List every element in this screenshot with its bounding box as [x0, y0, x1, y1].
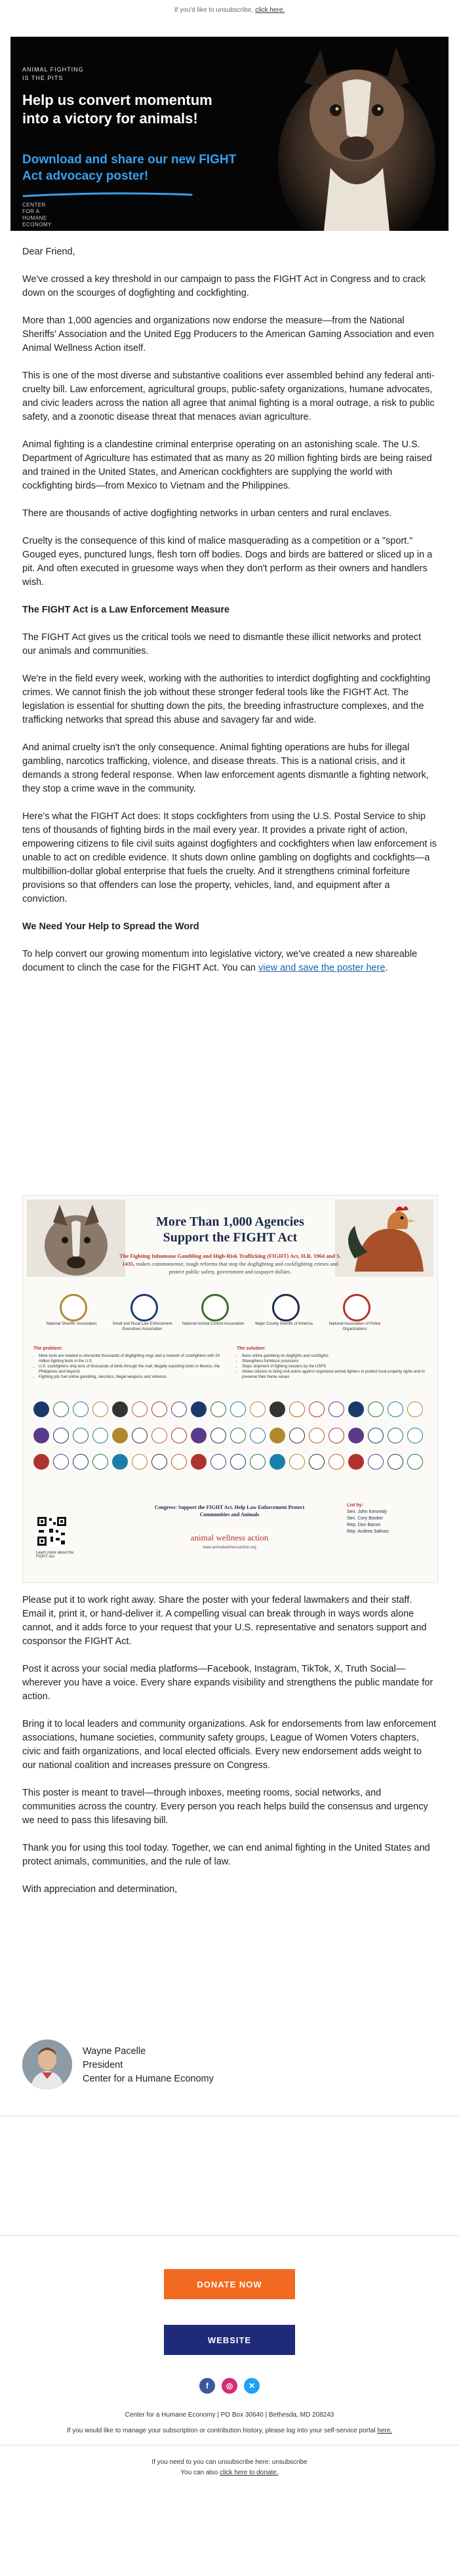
endorser-seal-icon [60, 1294, 87, 1321]
endorser-seal-label: National Sheriffs' Association [46, 1322, 97, 1326]
preheader [0, 0, 459, 20]
footer-manage [0, 2426, 459, 2436]
signer-name: Wayne Pacelle [83, 2046, 146, 2057]
paragraph: Post it across your social media platforms—Facebook, Instagram, TikTok, X, Truth Social—wherever you have a voice. Every share expands visibility and strengthens the public mandate for action. [22, 1664, 433, 1702]
endorser-logo-icon [368, 1454, 384, 1470]
endorser-logo-icon [289, 1428, 305, 1443]
endorser-logo-icon [407, 1428, 423, 1443]
hero-kicker: ANIMAL FIGHTING IS THE PITS [22, 66, 84, 81]
endorser-logo-icon [92, 1454, 108, 1470]
paragraph: Animal fighting is a clandestine criminal enterprise operating on an astonishing scale. The U.S. Department of Agriculture has estimated that as many as 20 million fighting birds are being raised and trained in the United States, and American cockfighters are supplying the world with cockfighting birds—from Mexico to Vietnam and the Philippines. [22, 439, 432, 491]
endorser-logo-icon [407, 1454, 423, 1470]
endorser-logo-icon [388, 1401, 403, 1417]
poster-congress-call: Congress: Support the FIGHT Act. Help Law Enforcement Protect Communities and Animals [154, 1504, 305, 1518]
endorser-logo-icon [230, 1454, 246, 1470]
paragraph: Here's what the FIGHT Act does: It stops cockfighters from using the U.S. Postal Service to ship tens of thousands of fighting birds in the mail every year. It provides a private right of action, empowering citizens to file civil suits against dogfighters and cockfighters when law enforcement is unable to act on credible evidence. It shuts down online gambling on dogfights and cockfights—a multibillion-dollar global enterprise that fuels the cruelty. And it strengthens criminal forfeiture provisions so that offenders can lose the property, vehicles, land, and equipment after a conviction. [22, 811, 437, 904]
poster-url: www.animalwellnessaction.org [203, 1546, 256, 1550]
problem-title: The problem: [33, 1346, 63, 1351]
problem-item: • Fighting pits fuel online gambling, narcotics, illegal weapons and violence. [39, 1375, 224, 1380]
website-button[interactable]: WEBSITE [164, 2325, 295, 2355]
endorser-logo-icon [368, 1401, 384, 1417]
preheader-link[interactable]: click here. [255, 6, 285, 14]
endorser-logo-icon [210, 1454, 226, 1470]
endorser-logo-icon [210, 1428, 226, 1443]
endorser-logo-icon [348, 1428, 364, 1443]
endorser-logo-icon [289, 1454, 305, 1470]
paragraph: This is one of the most diverse and substantive coalitions ever assembled behind any federal anti-cruelty bill. Law enforcement, agricultural groups, public-safety organizations, humane advocates, and civic leaders across the nation all agree that animal fighting is a moral outrage, a risk to public safety, and a zoonotic disease threat that menaces avian agriculture. [22, 371, 435, 422]
poster-subtitle [115, 1252, 346, 1276]
sponsor-name: Sen. John Kennedy [347, 1510, 388, 1514]
dog-photo [27, 1199, 125, 1277]
endorser-logo-icon [309, 1428, 325, 1443]
hero-banner[interactable] [10, 37, 449, 231]
paragraph: Thank you for using this tool today. Together, we can end animal fighting in the United States and protect animals, communities, and the rule of law. [22, 1843, 430, 1867]
endorser-logo-icon [250, 1401, 266, 1417]
endorser-logo-icon [191, 1454, 207, 1470]
hero-org-logo: CENTER FOR A HUMANE ECONOMY [22, 202, 52, 228]
paragraph: More than 1,000 agencies and organizations now endorse the measure—from the National Sheriffs' Association and the United Egg Producers to the American Gaming Association and even Animal Wellness Action itself. [22, 315, 434, 353]
endorser-logo-icon [151, 1454, 167, 1470]
endorser-seal-icon [201, 1294, 229, 1321]
qr-label: Learn more about the FIGHT Act [36, 1551, 74, 1559]
endorser-logo-icon [348, 1454, 364, 1470]
endorser-logo-icon [171, 1401, 187, 1417]
donate-button[interactable]: DONATE NOW [164, 2269, 295, 2299]
endorser-seal-icon [343, 1294, 370, 1321]
paragraph: We've crossed a key threshold in our campaign to pass the FIGHT Act in Congress and to crack down on the scourges of dogfighting and cockfighting. [22, 274, 426, 298]
endorser-logo-icon [191, 1428, 207, 1443]
endorser-logo-icon [112, 1428, 128, 1443]
endorser-logo-icon [151, 1401, 167, 1417]
poster-brand [167, 1533, 292, 1543]
instagram-icon[interactable]: ◎ [222, 2378, 237, 2394]
endorser-logo-icon [329, 1454, 344, 1470]
endorser-logo-icon [33, 1454, 49, 1470]
solution-item: • Stops shipment of fighting roosters by the USPS [242, 1364, 427, 1369]
solution-list [237, 1354, 427, 1380]
endorser-seal-label: Major County Sheriffs of America [255, 1322, 313, 1326]
avatar [22, 2040, 72, 2089]
footer-unsubscribe[interactable]: If you need to you can unsubscribe here: unsubscribe [151, 2459, 308, 2466]
endorser-logo-icon [53, 1401, 69, 1417]
swoosh-underline-icon [22, 191, 193, 198]
preheader-text: If you'd like to unsubscribe, [174, 6, 254, 14]
divider [0, 2235, 459, 2236]
poster-intro-text: To help convert our growing momentum into legislative victory, we've created a new shareable document to clinch the case for the FIGHT Act. You can [22, 949, 418, 973]
paragraph [22, 948, 437, 975]
hero-cta-text[interactable]: Download and share our new FIGHT Act advocacy poster! [22, 153, 237, 183]
footer-address: Center for a Humane Economy | PO Box 30640 | Bethesda, MD 208243 [125, 2411, 334, 2419]
endorser-logo-icon [309, 1454, 325, 1470]
sponsor-name: Sen. Cory Booker [347, 1516, 384, 1521]
greeting: Dear Friend, [22, 247, 75, 257]
footer-donate [0, 2468, 459, 2478]
person-portrait [22, 2040, 72, 2089]
endorser-logo-icon [151, 1428, 167, 1443]
endorser-logo-icon [388, 1428, 403, 1443]
problem-column [33, 1346, 224, 1380]
poster-subtitle-bold: The Fighting Inhumane Gambling and High-Risk Trafficking (FIGHT) Act, H.R. 1964 and S. 1435, [119, 1253, 341, 1267]
fight-act-poster[interactable] [22, 1195, 438, 1583]
rooster-photo [335, 1199, 433, 1277]
endorser-seal-label: National Animal Control Association [182, 1322, 245, 1326]
endorser-logo-icon [348, 1401, 364, 1417]
facebook-icon[interactable]: f [199, 2378, 215, 2394]
endorser-logo-icon [289, 1401, 305, 1417]
letter-body [22, 245, 437, 989]
endorser-logo-icon [171, 1428, 187, 1443]
x-icon[interactable]: ✕ [244, 2378, 260, 2394]
signer-org: Center for a Humane Economy [83, 2074, 214, 2084]
paragraph: This poster is meant to travel—through inboxes, meeting rooms, social networks, and communities across the country. Every person you reach helps build the consensus and urgency we need to pass this lifesaving bill. [22, 1788, 428, 1826]
endorser-logo-icon [171, 1454, 187, 1470]
paragraph: Bring it to local leaders and community organizations. Ask for endorsements from law enforcement associations, humane societies, community safety groups, League of Women Voters chapters, civic and faith organizations, and local elected officials. Every new endorsement adds weight to our national coalition and increases pressure on Congress. [22, 1719, 437, 1771]
sponsor-list-heading: List by: [347, 1503, 363, 1508]
endorser-logo-icon [250, 1428, 266, 1443]
endorser-logo-icon [132, 1401, 148, 1417]
poster-link[interactable]: view and save the poster here [258, 963, 386, 973]
endorser-logo-icon [407, 1401, 423, 1417]
endorser-logo-icon [112, 1454, 128, 1470]
endorser-logo-icon [269, 1401, 285, 1417]
paragraph: There are thousands of active dogfighting networks in urban centers and rural enclaves. [22, 508, 392, 519]
social-links [199, 2378, 260, 2394]
endorser-logo-icon [329, 1428, 344, 1443]
brand-action: action [247, 1533, 269, 1542]
signer-title: President [83, 2060, 123, 2070]
problem-item: • U.S. cockfighters ship tens of thousands of birds through the mail, illegally exporting birds to Mexico, the Philippines and beyond. [39, 1364, 224, 1375]
endorser-logo-icon [269, 1454, 285, 1470]
endorser-logo-icon [132, 1454, 148, 1470]
endorser-logo-icon [269, 1428, 285, 1443]
endorser-logo-icon [33, 1428, 49, 1443]
closing: With appreciation and determination, [22, 1884, 178, 1895]
footer-manage-text: If you would like to manage your subscription or contribution history, please log into your self-service portal [66, 2427, 376, 2434]
sponsor-name: Rep. Andrea Salinas [347, 1529, 389, 1534]
problem-item: • More tools are needed to dismantle thousands of dogfighting rings and a network of cockfighters with 20 million fighting birds in the U.S. [39, 1354, 224, 1364]
section-heading: The FIGHT Act is a Law Enforcement Measure [22, 605, 230, 615]
endorser-logo-icon [92, 1428, 108, 1443]
endorser-seal-label: Small and Rural Law Enforcement Executives Association [112, 1322, 172, 1331]
endorser-logo-icon [191, 1401, 207, 1417]
endorser-logo-icon [230, 1428, 246, 1443]
paragraph: The FIGHT Act gives us the critical tools we need to dismantle these illicit networks and protect our animals and communities. [22, 632, 422, 656]
endorser-seal-label: National Association of Police Organizations [329, 1322, 381, 1331]
paragraph: Cruelty is the consequence of this kind of malice masquerading as a competition or a "sport." Gouged eyes, punctured lungs, flesh torn off bodies. Dogs and birds are battered or sliced up in a pit. And often executed in gruesome ways when they don't perform as their owners and handlers wish. [22, 536, 433, 588]
paragraph: We're in the field every week, working with the authorities to interdict dogfighting and cockfighting crimes. We cannot finish the job without these stronger federal tools like the FIGHT Act. The legislation is essential for shutting down the pits, the breeding infrastructure complexes, and the trafficking networks that spread this abuse and savagery far and wide. [22, 674, 431, 725]
manage-subscription-link[interactable]: here. [377, 2427, 393, 2434]
endorser-logo-icon [210, 1401, 226, 1417]
endorser-logo-icon [33, 1401, 49, 1417]
endorser-logo-icon [250, 1454, 266, 1470]
solution-column [237, 1346, 427, 1380]
endorser-logo-icon [368, 1428, 384, 1443]
endorser-logo-icon [309, 1401, 325, 1417]
poster-intro-end: . [385, 963, 388, 973]
endorser-logo-icon [112, 1401, 128, 1417]
endorser-logo-icon [73, 1454, 89, 1470]
solution-item: • Bans online gambling on dogfights and cockfights [242, 1354, 427, 1359]
endorser-seal-icon [272, 1294, 300, 1321]
signature-block [22, 2040, 437, 2092]
paragraph: And animal cruelty isn't the only consequence. Animal fighting operations are hubs for illegal gambling, narcotics trafficking, violence, and disease threats. This is a national crisis, and it demands a strong federal response. When law enforcement agents dismantle a fighting network, they stop a crime wave in the community. [22, 742, 429, 794]
qr-code-icon [36, 1516, 68, 1547]
section-heading: We Need Your Help to Spread the Word [22, 921, 199, 932]
pitbull-dog-image [232, 37, 449, 231]
solution-item: • Strengthens forfeiture provisions [242, 1359, 427, 1364]
solution-item: • Allows citizens to bring civil action against organized animal fighters to protect local property rights and to preserve their home values [242, 1369, 427, 1380]
endorser-logo-icon [388, 1454, 403, 1470]
endorser-logo-icon [132, 1428, 148, 1443]
footer-donate-text: You can also [180, 2469, 218, 2476]
poster-subtitle-rest: makes commonsense, tough reforms that stop the dogfighting and cockfighting crimes and protect public safety, government and taxpayer dollars. [136, 1260, 338, 1275]
endorser-logo-icon [53, 1454, 69, 1470]
letter-body-continued [22, 1594, 437, 1910]
sponsor-name: Rep. Don Bacon [347, 1523, 381, 1527]
endorser-logo-icon [53, 1428, 69, 1443]
endorser-logo-icon [230, 1401, 246, 1417]
solution-title: The solution: [237, 1346, 266, 1351]
endorser-logo-icon [73, 1401, 89, 1417]
endorser-seal-icon [130, 1294, 158, 1321]
poster-title: More Than 1,000 Agencies Support the FIGHT Act [156, 1215, 304, 1245]
endorser-logo-icon [73, 1428, 89, 1443]
endorser-logo-icon [329, 1401, 344, 1417]
hero-headline: Help us convert momentum into a victory for animals! [22, 92, 212, 127]
footer-donate-link[interactable]: click here to donate. [220, 2469, 279, 2476]
paragraph: Please put it to work right away. Share the poster with your federal lawmakers and their staff. Email it, print it, or hand-deliver it. A compelling visual can break through in ways words alone cannot, and it adds force to your request that your U.S. representative and senators support and cosponsor the FIGHT Act. [22, 1595, 427, 1647]
brand-animal-wellness: animal wellness [190, 1533, 246, 1542]
sponsor-list [347, 1502, 389, 1535]
problem-list [33, 1354, 224, 1380]
endorser-logo-icon [92, 1401, 108, 1417]
